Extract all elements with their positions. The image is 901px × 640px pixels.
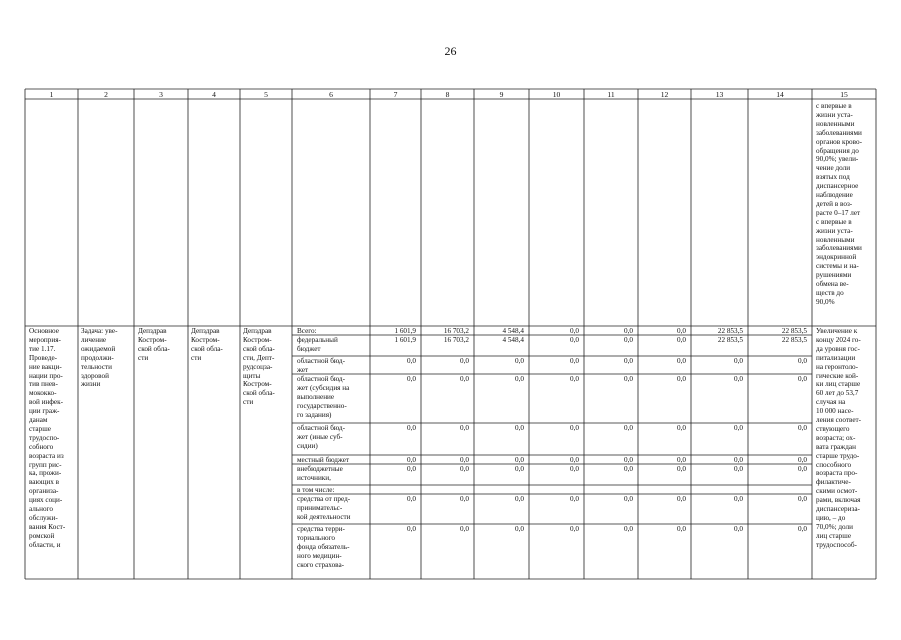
funding-label: бюджет xyxy=(297,344,321,353)
funding-value: 0,0 xyxy=(677,375,686,383)
text-line: Костром- xyxy=(243,335,272,344)
funding-label: фонда обязатель- xyxy=(297,542,350,551)
text-line: организа- xyxy=(29,487,59,496)
text-line: ромской xyxy=(29,531,55,540)
page-number: 26 xyxy=(444,44,457,58)
funding-label: государственно- xyxy=(297,401,347,410)
funding-label: областной бюд- xyxy=(297,424,345,432)
text-line: мероприя- xyxy=(29,335,61,344)
text-line: случая на xyxy=(816,398,846,407)
funding-value: 0,0 xyxy=(515,424,524,432)
funding-value: 0,0 xyxy=(798,357,807,365)
text-line: нации про- xyxy=(29,371,63,380)
funding-label: выполнение xyxy=(297,392,335,401)
header-cell: 8 xyxy=(445,90,450,99)
text-line: ального xyxy=(29,505,53,513)
funding-value: 0,0 xyxy=(734,495,743,503)
funding-value: 0,0 xyxy=(515,375,524,383)
funding-value: 0,0 xyxy=(515,357,524,365)
text-line: ления соответ- xyxy=(816,416,862,424)
text-line: концу 2024 го- xyxy=(816,335,861,344)
text-line: ции граж- xyxy=(29,407,60,416)
funding-value: 1 601,9 xyxy=(394,327,416,335)
funding-label: Всего: xyxy=(297,327,317,335)
text-line: эндокринной xyxy=(816,253,857,262)
funding-value: 0,0 xyxy=(624,327,633,335)
text-line: чение доли xyxy=(816,164,851,173)
funding-value: 0,0 xyxy=(734,525,743,533)
text-line: новленными xyxy=(816,119,855,128)
funding-label: внебюджетные xyxy=(297,465,343,473)
text-line: ществ до xyxy=(816,288,844,297)
funding-value: 0,0 xyxy=(677,525,686,533)
funding-label: областной бюд- xyxy=(297,375,345,383)
funding-label: областной бюд- xyxy=(297,357,345,365)
text-line: ожидаемой xyxy=(81,344,116,353)
funding-label: средства терри- xyxy=(297,525,345,533)
text-line: щиты xyxy=(243,371,261,380)
funding-value: 0,0 xyxy=(570,424,579,432)
text-line: наблюдение xyxy=(816,191,853,199)
text-line: сти xyxy=(191,353,202,362)
text-line: взятых под xyxy=(816,173,850,182)
funding-value: 0,0 xyxy=(407,465,416,473)
text-line: сти xyxy=(243,398,254,407)
funding-value: 0,0 xyxy=(734,465,743,473)
funding-label: местный бюджет xyxy=(297,456,350,464)
text-line: области, и xyxy=(29,540,61,549)
text-line: Депздрав xyxy=(243,327,272,335)
text-line: обслужи- xyxy=(29,513,58,522)
text-line: органов крово- xyxy=(816,137,862,146)
funding-value: 16 703,2 xyxy=(443,327,469,335)
funding-value: 4 548,4 xyxy=(502,336,524,344)
text-line: питализации xyxy=(816,353,856,362)
text-line: личение xyxy=(81,335,107,344)
text-line: мококко- xyxy=(29,389,57,398)
text-line: цию, – до xyxy=(816,513,846,522)
text-line: 10 000 насе- xyxy=(816,407,854,416)
header-cell: 7 xyxy=(393,90,398,99)
text-line: Костром- xyxy=(191,335,220,344)
text-line: ской обла- xyxy=(243,389,275,398)
funding-value: 22 853,5 xyxy=(781,327,807,335)
text-line: заболеваниями xyxy=(816,128,862,137)
funding-value: 0,0 xyxy=(570,495,579,503)
text-line: ствующего xyxy=(816,424,850,433)
funding-label: источники, xyxy=(297,473,331,482)
funding-value: 0,0 xyxy=(677,465,686,473)
text-line: Костром- xyxy=(138,335,167,344)
text-line: Основное xyxy=(29,327,59,335)
funding-label: сидии) xyxy=(297,441,318,450)
header-cell: 10 xyxy=(552,90,561,99)
funding-value: 0,0 xyxy=(798,525,807,533)
text-line: тив пнев- xyxy=(29,380,58,389)
funding-value: 0,0 xyxy=(460,375,469,383)
funding-value: 0,0 xyxy=(798,495,807,503)
text-line: ской обла- xyxy=(243,344,275,353)
text-line: Костром- xyxy=(243,380,272,389)
funding-label: жет xyxy=(297,365,309,374)
funding-value: 22 853,5 xyxy=(717,327,743,335)
text-line: циях соци- xyxy=(29,496,63,505)
text-line: вой инфек- xyxy=(29,398,64,407)
text-line: тельности xyxy=(81,362,112,371)
funding-value: 0,0 xyxy=(798,424,807,432)
text-line: жизни уста- xyxy=(816,226,853,235)
funding-value: 0,0 xyxy=(677,336,686,344)
funding-value: 0,0 xyxy=(570,456,579,464)
funding-value: 0,0 xyxy=(460,465,469,473)
text-line: обращения до xyxy=(816,146,859,155)
header-cell: 12 xyxy=(660,90,669,99)
text-line: способного xyxy=(816,460,852,469)
text-line: ние вакци- xyxy=(29,362,62,371)
funding-value: 0,0 xyxy=(460,424,469,432)
funding-value: 0,0 xyxy=(734,456,743,464)
funding-value: 0,0 xyxy=(570,525,579,533)
text-line: ской обла- xyxy=(138,344,170,353)
text-line: 90,0%; увели- xyxy=(816,155,859,164)
funding-value: 0,0 xyxy=(734,357,743,365)
funding-value: 22 853,5 xyxy=(717,336,743,344)
text-line: 60 лет до 53,7 xyxy=(816,389,859,398)
funding-label: го задания) xyxy=(297,410,332,419)
funding-value: 0,0 xyxy=(798,456,807,464)
text-line: ской обла- xyxy=(191,344,223,353)
text-line: тие 1.17. xyxy=(29,344,56,353)
text-line: да уровня гос- xyxy=(816,344,860,353)
header-cell: 2 xyxy=(104,90,108,99)
text-line: Задача: уве- xyxy=(81,327,118,335)
funding-value: 0,0 xyxy=(798,375,807,383)
header-cell: 14 xyxy=(776,90,784,99)
text-line: вающих в xyxy=(29,478,60,487)
text-line: продолжи- xyxy=(81,353,114,362)
funding-value: 0,0 xyxy=(677,424,686,432)
funding-value: 0,0 xyxy=(624,424,633,432)
funding-label: федеральный xyxy=(297,336,338,344)
text-line: возраста про- xyxy=(816,469,858,478)
text-line: диспансерное xyxy=(816,182,859,191)
funding-value: 0,0 xyxy=(570,327,579,335)
funding-value: 0,0 xyxy=(407,357,416,365)
funding-value: 0,0 xyxy=(407,495,416,503)
text-line: диспансериза- xyxy=(816,505,860,513)
text-line: детей в воз- xyxy=(816,199,853,208)
funding-value: 0,0 xyxy=(407,525,416,533)
text-line: вата граждан xyxy=(816,442,856,451)
funding-value: 0,0 xyxy=(677,327,686,335)
funding-value: 0,0 xyxy=(407,375,416,383)
funding-value: 0,0 xyxy=(677,495,686,503)
text-line: с впервые в xyxy=(816,217,852,226)
funding-value: 0,0 xyxy=(624,465,633,473)
funding-value: 0,0 xyxy=(624,336,633,344)
text-line: Проведе- xyxy=(29,353,58,362)
text-line: сти xyxy=(138,353,149,362)
text-line: с впервые в xyxy=(816,102,852,110)
funding-value: 1 601,9 xyxy=(394,336,416,344)
funding-value: 0,0 xyxy=(624,495,633,503)
funding-value: 22 853,5 xyxy=(781,336,807,344)
text-line: гические кой- xyxy=(816,371,859,380)
header-cell: 4 xyxy=(212,90,216,99)
text-line: рудсоцза- xyxy=(243,362,273,371)
header-cell: 1 xyxy=(49,90,54,99)
header-cell: 3 xyxy=(159,90,163,99)
funding-label: ского страхова- xyxy=(297,560,345,569)
text-line: Увеличение к xyxy=(816,327,858,335)
text-line: на геронтоло- xyxy=(816,362,859,371)
text-line: заболеваниями xyxy=(816,244,862,253)
funding-value: 0,0 xyxy=(515,525,524,533)
funding-value: 0,0 xyxy=(798,465,807,473)
text-line: филактиче- xyxy=(816,478,851,487)
funding-value: 0,0 xyxy=(624,357,633,365)
text-line: жизни xyxy=(81,380,101,389)
text-line: трудоспособ- xyxy=(816,540,857,549)
text-line: системы и на- xyxy=(816,262,859,271)
funding-label: средства от пред- xyxy=(297,495,351,503)
text-line: данам xyxy=(29,416,48,424)
funding-value: 0,0 xyxy=(624,456,633,464)
text-line: здоровой xyxy=(81,371,109,380)
funding-label: жет (иные суб- xyxy=(297,432,343,441)
funding-value: 0,0 xyxy=(460,456,469,464)
funding-value: 0,0 xyxy=(570,375,579,383)
text-line: возраста; ох- xyxy=(816,433,856,442)
text-line: собного xyxy=(29,442,54,451)
funding-value: 0,0 xyxy=(407,456,416,464)
text-line: групп рис- xyxy=(29,460,62,469)
funding-value: 0,0 xyxy=(624,525,633,533)
text-line: жизни уста- xyxy=(816,110,853,119)
text-line: старше трудо- xyxy=(816,451,860,460)
funding-label: кой деятельности xyxy=(297,512,351,521)
text-line: расте 0–17 лет xyxy=(816,208,861,217)
text-line: рушениями xyxy=(816,271,852,280)
funding-label: ного медицин- xyxy=(297,551,342,560)
funding-value: 0,0 xyxy=(570,357,579,365)
text-line: обмена ве- xyxy=(816,280,849,288)
funding-value: 16 703,2 xyxy=(443,336,469,344)
funding-label: жет (субсидия на xyxy=(297,383,350,392)
text-line: Депздрав xyxy=(138,327,167,335)
funding-value: 0,0 xyxy=(460,495,469,503)
funding-value: 0,0 xyxy=(734,375,743,383)
funding-value: 0,0 xyxy=(460,525,469,533)
text-line: возраста из xyxy=(29,451,64,460)
text-line: ка, прожи- xyxy=(29,469,62,478)
header-cell: 5 xyxy=(264,90,268,99)
text-line: 90,0% xyxy=(816,297,835,306)
funding-label: ториального xyxy=(297,533,336,542)
text-line: трудоспо- xyxy=(29,433,60,442)
funding-value: 0,0 xyxy=(734,424,743,432)
header-cell: 11 xyxy=(607,90,615,99)
funding-value: 0,0 xyxy=(570,336,579,344)
text-line: лиц старше xyxy=(816,531,852,540)
funding-value: 0,0 xyxy=(624,375,633,383)
funding-value: 0,0 xyxy=(407,424,416,432)
header-cell: 6 xyxy=(329,90,333,99)
text-line: сти, Депт- xyxy=(243,353,275,362)
funding-value: 0,0 xyxy=(515,495,524,503)
funding-value: 4 548,4 xyxy=(502,327,524,335)
funding-value: 0,0 xyxy=(677,456,686,464)
text-line: Депздрав xyxy=(191,327,220,335)
text-line: новленными xyxy=(816,235,855,244)
funding-value: 0,0 xyxy=(570,465,579,473)
text-line: старше xyxy=(29,424,51,433)
funding-label: принимательс- xyxy=(297,503,343,512)
text-line: ки лиц старше xyxy=(816,380,861,389)
text-line: вания Кост- xyxy=(29,522,66,531)
text-line: скими осмот- xyxy=(816,487,858,496)
funding-value: 0,0 xyxy=(460,357,469,365)
header-cell: 9 xyxy=(499,90,504,99)
funding-label: в том числе: xyxy=(297,486,335,494)
header-cell: 13 xyxy=(715,90,724,99)
funding-value: 0,0 xyxy=(515,465,524,473)
text-line: 70,0%; доли xyxy=(816,522,853,531)
text-line: рами, включая xyxy=(816,496,861,505)
header-cell: 15 xyxy=(840,90,848,99)
funding-value: 0,0 xyxy=(515,456,524,464)
funding-value: 0,0 xyxy=(677,357,686,365)
